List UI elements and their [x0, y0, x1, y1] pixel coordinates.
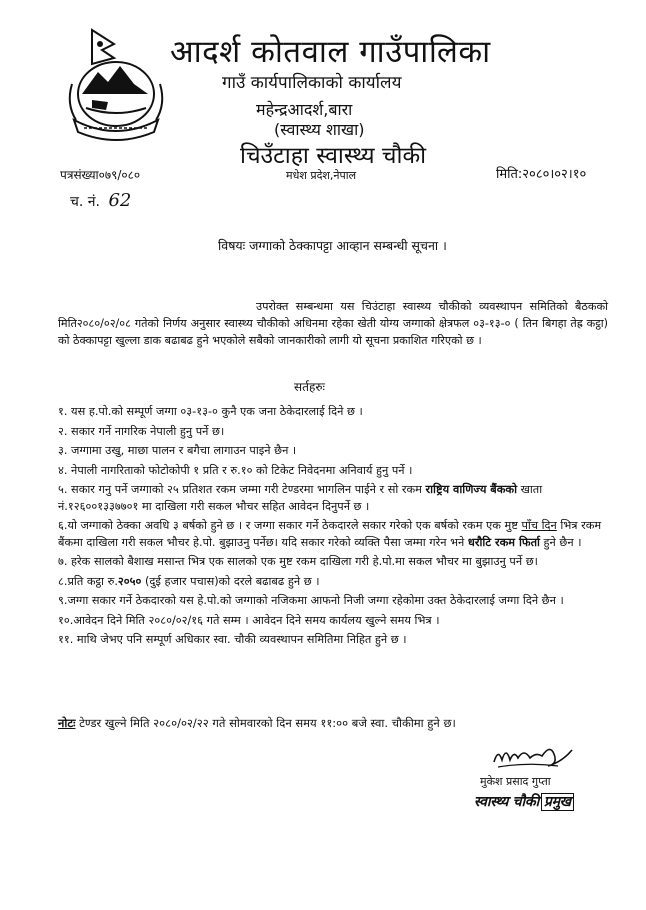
handwritten-signature: [488, 740, 578, 772]
condition-text: हुने छैन ।: [539, 535, 582, 549]
condition-item: ४. नेपाली नागरिताको फोटोकोपी १ प्रति र रु.१० को टिकेट निवेदनमा अनिवार्य हुनु पर्ने ।: [58, 463, 413, 477]
conditions-heading: सर्तहरुः: [294, 380, 325, 394]
dispatch-number: [70, 190, 131, 211]
note-label: नोटः: [58, 716, 76, 730]
condition-item: ३. जग्गामा उखु, माछा पालन र बगैचा लागाउन पाइने छैन ।: [58, 444, 297, 457]
stamp-title: प्रमुख: [541, 793, 574, 811]
condition-text: खाता नं.१२६००१३३७७०१ मा दाखिला गरी सकल भौचर सहित आवेदन दिनुपर्ने छ ।: [58, 483, 543, 513]
office-address: महेन्द्रआदर्श,बारा: [256, 100, 353, 119]
condition-item: २. सकार गर्ने नागरिक नेपाली हुनु पर्ने छ।: [58, 424, 225, 438]
deposit-text: धरौटि रकम फिर्ता: [467, 535, 540, 549]
municipality-title: आदर्श कोतवाल गाउँपालिका: [170, 34, 491, 70]
condition-item: १. यस ह.पो.को सम्पूर्ण जग्गा ०३-१३-० कुनै एक जना ठेकेदारलाई दिने छ ।: [58, 405, 363, 418]
condition-item: [58, 518, 610, 551]
condition-text: ८.प्रति कट्ठा रु.: [58, 574, 118, 588]
condition-text: (दुई हजार पचास)को दरले बढाबढ हुने छ ।: [141, 574, 320, 588]
dispatch-value: 62: [108, 190, 132, 211]
condition-text: ५. सकार गनु पर्ने जग्गाको २५ प्रतिशत रकम जम्मा गरी टेण्डरमा भागलिन पाईने र सो रकम: [58, 483, 426, 496]
rate-value: २०५०: [117, 574, 142, 588]
bank-name: राष्ट्रिय वाणिज्य बैंकको: [425, 483, 518, 496]
province-name: मधेश प्रदेश,नेपाल: [286, 169, 357, 182]
health-post-name: चिउँटाहा स्वास्थ्य चौकी: [240, 143, 427, 169]
conditions-list: [58, 404, 610, 652]
branch-name: (स्वास्थ्य शाखा): [274, 120, 365, 139]
stamp-text: स्वास्थ्य चौकी: [474, 794, 539, 810]
intro-paragraph: उपरोक्त सम्बन्धमा यस चिउंटाहा स्वास्थ्य चौकीको व्यवस्थापन समितिको बैठकको मिति२०८०/०२/०८ गतेको निर्णय अनुसार स्वास्थ्य चौकीको अधिनमा रहेका खेती योग्य जग्गाको क्षेत्रफल ०३-१३-० ( तिन बिगहा तेह्र कट्ठा) को ठेक्कापट्टा खुल्ला डाक बढाबढ हुने भएकोले सबैको जानकारीको लागी यो सूचना प्रकाशित गरिएको छ ।: [58, 300, 608, 347]
reference-number: पत्रसंख्या०७९/०८०: [60, 168, 141, 182]
official-stamp: [474, 792, 574, 811]
dispatch-label: च. नं.: [70, 194, 101, 210]
subject-line: विषयः जग्गाको ठेक्कापट्टा आव्हान सम्बन्धी सूचना ।: [218, 238, 447, 253]
condition-text: ६.यो जग्गाको ठेक्का अवधि ३ बर्षको हुने छ । र जग्गा सकार गर्ने ठेकदारले सकार गरेको एक बर्षको रकम एक मुष्ट: [58, 519, 522, 532]
signer-name: मुकेश प्रसाद गुप्ता: [480, 775, 551, 788]
condition-item: ७. हरेक सालको बैशाख मसान्त भित्र एक सालको एक मुष्ट रकम दाखिला गरी हे.पो.मा सकल भौचर मा बुझाउनु पर्ने छ।: [58, 555, 538, 568]
condition-item: ११. माथि जेभए पनि सम्पूर्ण अधिकार स्वा. चौकी व्यवस्थापन समितिमा निहित हुने छ ।: [58, 633, 407, 646]
note-text: टेण्डर खुल्ने मिति २०८०/०२/२२ गते सोमवारको दिन समय ११:०० बजे स्वा. चौकीमा हुने छ।: [75, 716, 456, 730]
letter-date: मिति:२०८०।०२।१०: [496, 167, 587, 182]
condition-item: [58, 482, 610, 515]
condition-item: १०.आवेदन दिने मिति २०८०/०२/१६ गते सम्म । आवेदन दिने समय कार्यलय खुल्ने समय भित्र ।: [58, 613, 440, 627]
tender-note: [58, 716, 618, 731]
deadline-text: पाँच दिन: [521, 519, 557, 532]
condition-item: [58, 574, 610, 591]
condition-item: ९.जग्गा सकार गर्ने ठेकदारको यस हे.पो.को जग्गाको नजिकमा आफनो निजी जग्गा रहेकोमा उक्त ठेकेदारलाई जग्गा दिने छैन ।: [58, 594, 564, 607]
condition-text: भित्र रकम बैंकमा दाखिला गरी सकल भौचर हे.पो. बुझाउनु पर्नेछ। यदि सकार गरेको व्यक्ति पैसा जम्मा गरेन भने: [58, 519, 602, 549]
government-emblem: [62, 24, 170, 144]
office-name: गाउँ कार्यपालिकाको कार्यालय: [222, 73, 402, 93]
